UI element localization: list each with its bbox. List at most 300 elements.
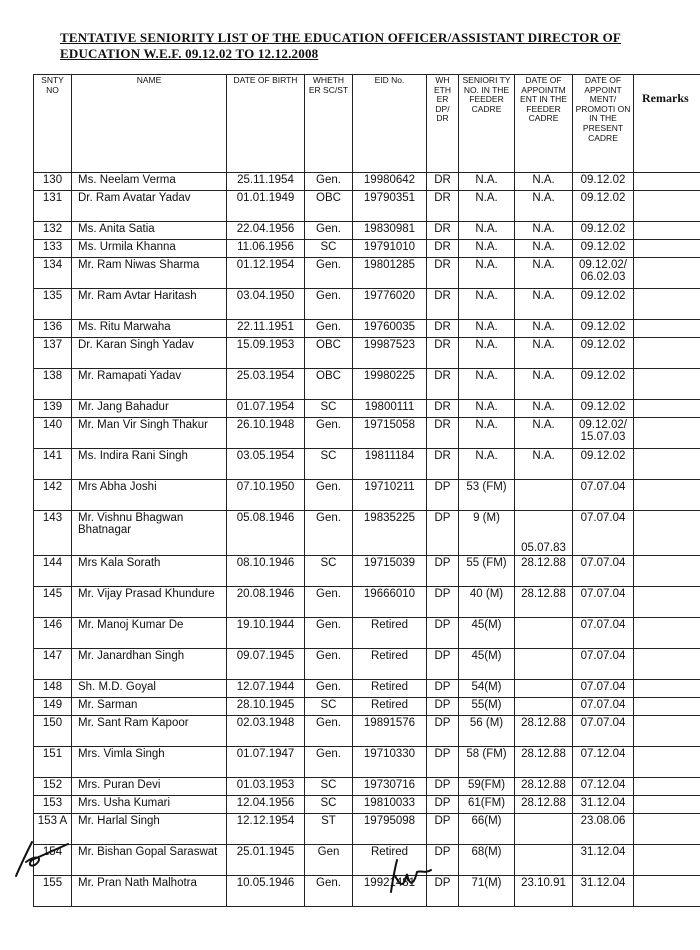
title-line-1: TENTATIVE SENIORITY LIST OF THE EDUCATION OFFICER/ASSISTANT DIRECTOR OF xyxy=(60,30,622,45)
cell-eid: Retired xyxy=(353,698,427,716)
table-row xyxy=(34,796,700,814)
cell-date-of-birth: 01.03.1953 xyxy=(227,778,305,796)
cell-snty-no: 140 xyxy=(34,418,72,449)
cell-dp-dr: DR xyxy=(427,418,459,449)
cell-feeder-appointment: 23.10.91 xyxy=(515,876,573,907)
cell-category: Gen. xyxy=(305,876,353,907)
cell-dp-dr: DP xyxy=(427,747,459,778)
table-row xyxy=(34,698,700,716)
cell-feeder-appointment xyxy=(515,480,573,511)
table-row xyxy=(34,814,700,845)
cell-name: Mr. Janardhan Singh xyxy=(72,649,227,680)
header-name: NAME xyxy=(72,75,227,173)
cell-feeder-appointment: N.A. xyxy=(515,418,573,449)
cell-snty-no: 150 xyxy=(34,716,72,747)
cell-category: Gen. xyxy=(305,747,353,778)
cell-name: Mrs. Usha Kumari xyxy=(72,796,227,814)
cell-category: Gen. xyxy=(305,289,353,320)
cell-name: Mr. Ram Niwas Sharma xyxy=(72,258,227,289)
table-row xyxy=(34,400,700,418)
cell-date-of-birth: 01.01.1949 xyxy=(227,191,305,222)
header-remarks: Remarks xyxy=(634,75,700,173)
header-dp-dr: WH ETH ER DP/ DR xyxy=(427,75,459,173)
cell-name: Mrs Kala Sorath xyxy=(72,556,227,587)
cell-eid: 19811184 xyxy=(353,449,427,480)
title-line-2: EDUCATION W.E.F. 09.12.02 TO 12.12.2008 xyxy=(60,46,319,61)
cell-eid: 19891576 xyxy=(353,716,427,747)
cell-present-appointment: 31.12.04 xyxy=(573,796,634,814)
cell-snty-no: 141 xyxy=(34,449,72,480)
cell-feeder-appointment: N.A. xyxy=(515,289,573,320)
cell-name: Mr. Vishnu Bhagwan Bhatnagar xyxy=(72,511,227,556)
cell-feeder-seniority: N.A. xyxy=(459,173,515,191)
cell-remarks xyxy=(634,191,700,222)
cell-present-appointment: 09.12.02 xyxy=(573,338,634,369)
cell-category: Gen. xyxy=(305,418,353,449)
cell-date-of-birth: 12.07.1944 xyxy=(227,680,305,698)
header-sc-st: WHETH ER SC/ST xyxy=(305,75,353,173)
cell-dp-dr: DR xyxy=(427,289,459,320)
cell-eid: 19801285 xyxy=(353,258,427,289)
table-row xyxy=(34,511,700,556)
table-row xyxy=(34,449,700,480)
cell-name: Mrs. Puran Devi xyxy=(72,778,227,796)
cell-category: OBC xyxy=(305,191,353,222)
cell-category: Gen. xyxy=(305,258,353,289)
cell-feeder-seniority: 55(M) xyxy=(459,698,515,716)
cell-dp-dr: DR xyxy=(427,240,459,258)
cell-eid: Retired xyxy=(353,618,427,649)
cell-snty-no: 135 xyxy=(34,289,72,320)
cell-category: Gen. xyxy=(305,480,353,511)
cell-feeder-appointment: N.A. xyxy=(515,400,573,418)
cell-snty-no: 131 xyxy=(34,191,72,222)
cell-feeder-appointment xyxy=(515,845,573,876)
table-row xyxy=(34,338,700,369)
table-row xyxy=(34,680,700,698)
cell-eid: 19830981 xyxy=(353,222,427,240)
table-row xyxy=(34,716,700,747)
cell-snty-no: 144 xyxy=(34,556,72,587)
cell-present-appointment: 31.12.04 xyxy=(573,876,634,907)
cell-feeder-appointment: 28.12.88 xyxy=(515,778,573,796)
table-row xyxy=(34,778,700,796)
table-row xyxy=(34,618,700,649)
table-row xyxy=(34,649,700,680)
cell-feeder-seniority: N.A. xyxy=(459,240,515,258)
cell-category: Gen. xyxy=(305,680,353,698)
cell-feeder-appointment xyxy=(515,649,573,680)
cell-eid: 19835225 xyxy=(353,511,427,556)
cell-remarks xyxy=(634,698,700,716)
cell-eid: 19795098 xyxy=(353,814,427,845)
cell-remarks xyxy=(634,680,700,698)
cell-category: Gen. xyxy=(305,587,353,618)
cell-date-of-birth: 26.10.1948 xyxy=(227,418,305,449)
cell-remarks xyxy=(634,258,700,289)
cell-eid: Retired xyxy=(353,845,427,876)
cell-dp-dr: DP xyxy=(427,716,459,747)
table-row xyxy=(34,556,700,587)
cell-date-of-birth: 07.10.1950 xyxy=(227,480,305,511)
cell-eid: 19791010 xyxy=(353,240,427,258)
table-row xyxy=(34,845,700,876)
cell-present-appointment: 09.12.02 xyxy=(573,173,634,191)
cell-feeder-appointment: N.A. xyxy=(515,222,573,240)
cell-snty-no: 149 xyxy=(34,698,72,716)
cell-name: Mr. Bishan Gopal Saraswat xyxy=(72,845,227,876)
cell-eid: 19790351 xyxy=(353,191,427,222)
cell-present-appointment: 07.07.04 xyxy=(573,680,634,698)
table-row xyxy=(34,480,700,511)
table-row xyxy=(34,191,700,222)
cell-category: Gen. xyxy=(305,222,353,240)
cell-eid: 19980225 xyxy=(353,369,427,400)
cell-dp-dr: DR xyxy=(427,369,459,400)
cell-name: Mr. Man Vir Singh Thakur xyxy=(72,418,227,449)
cell-date-of-birth: 02.03.1948 xyxy=(227,716,305,747)
cell-name: Ms. Ritu Marwaha xyxy=(72,320,227,338)
cell-snty-no: 155 xyxy=(34,876,72,907)
cell-name: Sh. M.D. Goyal xyxy=(72,680,227,698)
cell-remarks xyxy=(634,173,700,191)
cell-present-appointment: 07.07.04 xyxy=(573,511,634,556)
cell-feeder-seniority: 55 (FM) xyxy=(459,556,515,587)
table-row xyxy=(34,320,700,338)
cell-snty-no: 145 xyxy=(34,587,72,618)
cell-name: Ms. Neelam Verma xyxy=(72,173,227,191)
cell-date-of-birth: 01.12.1954 xyxy=(227,258,305,289)
cell-eid: 19980642 xyxy=(353,173,427,191)
cell-remarks xyxy=(634,320,700,338)
cell-feeder-seniority: 9 (M) xyxy=(459,511,515,556)
cell-category: OBC xyxy=(305,369,353,400)
cell-name: Mr. Pran Nath Malhotra xyxy=(72,876,227,907)
cell-snty-no: 153 xyxy=(34,796,72,814)
cell-feeder-appointment xyxy=(515,618,573,649)
header-eid: EID No. xyxy=(353,75,427,173)
cell-category: Gen xyxy=(305,845,353,876)
cell-eid: 19800111 xyxy=(353,400,427,418)
cell-feeder-seniority: 59(FM) xyxy=(459,778,515,796)
cell-remarks xyxy=(634,876,700,907)
cell-date-of-birth: 01.07.1947 xyxy=(227,747,305,778)
header-feeder-appointment: DATE OF APPOINTM ENT IN THE FEEDER CADRE xyxy=(515,75,573,173)
cell-present-appointment: 09.12.02 xyxy=(573,240,634,258)
cell-feeder-appointment: N.A. xyxy=(515,320,573,338)
cell-dp-dr: DP xyxy=(427,814,459,845)
cell-date-of-birth: 25.01.1945 xyxy=(227,845,305,876)
cell-dp-dr: DR xyxy=(427,338,459,369)
cell-remarks xyxy=(634,338,700,369)
cell-remarks xyxy=(634,222,700,240)
cell-snty-no: 139 xyxy=(34,400,72,418)
cell-feeder-seniority: 66(M) xyxy=(459,814,515,845)
cell-name: Mr. Manoj Kumar De xyxy=(72,618,227,649)
cell-category: Gen. xyxy=(305,716,353,747)
cell-date-of-birth: 12.12.1954 xyxy=(227,814,305,845)
cell-category: Gen. xyxy=(305,618,353,649)
cell-name: Mr. Jang Bahadur xyxy=(72,400,227,418)
cell-name: Mrs. Vimla Singh xyxy=(72,747,227,778)
cell-dp-dr: DR xyxy=(427,191,459,222)
cell-remarks xyxy=(634,587,700,618)
cell-date-of-birth: 28.10.1945 xyxy=(227,698,305,716)
cell-feeder-seniority: 53 (FM) xyxy=(459,480,515,511)
cell-name: Mr. Sant Ram Kapoor xyxy=(72,716,227,747)
table-header-row xyxy=(34,75,700,173)
cell-snty-no: 151 xyxy=(34,747,72,778)
cell-category: Gen. xyxy=(305,511,353,556)
cell-feeder-appointment: 28.12.88 xyxy=(515,796,573,814)
cell-present-appointment: 07.12.04 xyxy=(573,747,634,778)
cell-dp-dr: DR xyxy=(427,400,459,418)
cell-eid: 19715039 xyxy=(353,556,427,587)
cell-feeder-seniority: 40 (M) xyxy=(459,587,515,618)
cell-eid: Retired xyxy=(353,649,427,680)
cell-remarks xyxy=(634,418,700,449)
cell-feeder-seniority: N.A. xyxy=(459,258,515,289)
cell-eid: 19810033 xyxy=(353,796,427,814)
cell-snty-no: 148 xyxy=(34,680,72,698)
cell-snty-no: 136 xyxy=(34,320,72,338)
cell-remarks xyxy=(634,814,700,845)
cell-eid: 19987523 xyxy=(353,338,427,369)
table-row xyxy=(34,289,700,320)
header-feeder-seniority: SENIORI TY NO. IN THE FEEDER CADRE xyxy=(459,75,515,173)
cell-feeder-appointment: N.A. xyxy=(515,258,573,289)
cell-feeder-appointment: 05.07.83 xyxy=(515,511,573,556)
cell-remarks xyxy=(634,778,700,796)
cell-present-appointment: 07.07.04 xyxy=(573,649,634,680)
cell-category: ST xyxy=(305,814,353,845)
cell-dp-dr: DR xyxy=(427,173,459,191)
cell-date-of-birth: 10.05.1946 xyxy=(227,876,305,907)
cell-date-of-birth: 15.09.1953 xyxy=(227,338,305,369)
cell-date-of-birth: 03.04.1950 xyxy=(227,289,305,320)
cell-present-appointment: 23.08.06 xyxy=(573,814,634,845)
cell-eid: 19921481 xyxy=(353,876,427,907)
table-row xyxy=(34,222,700,240)
cell-present-appointment: 09.12.02 xyxy=(573,222,634,240)
cell-feeder-seniority: 71(M) xyxy=(459,876,515,907)
cell-feeder-appointment: N.A. xyxy=(515,191,573,222)
cell-feeder-appointment: N.A. xyxy=(515,449,573,480)
cell-feeder-appointment: 28.12.88 xyxy=(515,747,573,778)
cell-snty-no: 142 xyxy=(34,480,72,511)
table-row xyxy=(34,240,700,258)
cell-present-appointment: 09.12.02 xyxy=(573,191,634,222)
cell-present-appointment: 07.07.04 xyxy=(573,480,634,511)
cell-remarks xyxy=(634,649,700,680)
cell-date-of-birth: 05.08.1946 xyxy=(227,511,305,556)
cell-snty-no: 152 xyxy=(34,778,72,796)
cell-remarks xyxy=(634,240,700,258)
cell-dp-dr: DP xyxy=(427,618,459,649)
cell-category: SC xyxy=(305,698,353,716)
cell-category: SC xyxy=(305,796,353,814)
cell-present-appointment: 31.12.04 xyxy=(573,845,634,876)
cell-present-appointment: 09.12.02 xyxy=(573,449,634,480)
cell-feeder-seniority: N.A. xyxy=(459,191,515,222)
cell-dp-dr: DP xyxy=(427,796,459,814)
cell-feeder-seniority: 56 (M) xyxy=(459,716,515,747)
seniority-table xyxy=(33,74,700,907)
cell-dp-dr: DP xyxy=(427,480,459,511)
cell-category: Gen. xyxy=(305,320,353,338)
cell-feeder-appointment xyxy=(515,814,573,845)
cell-remarks xyxy=(634,511,700,556)
cell-snty-no: 130 xyxy=(34,173,72,191)
cell-name: Dr. Karan Singh Yadav xyxy=(72,338,227,369)
cell-date-of-birth: 09.07.1945 xyxy=(227,649,305,680)
cell-remarks xyxy=(634,289,700,320)
cell-snty-no: 154 xyxy=(34,845,72,876)
cell-dp-dr: DP xyxy=(427,698,459,716)
cell-category: SC xyxy=(305,556,353,587)
cell-date-of-birth: 01.07.1954 xyxy=(227,400,305,418)
cell-feeder-appointment: 28.12.88 xyxy=(515,587,573,618)
table-row xyxy=(34,747,700,778)
cell-name: Ms. Anita Satia xyxy=(72,222,227,240)
cell-dp-dr: DP xyxy=(427,649,459,680)
cell-eid: Retired xyxy=(353,680,427,698)
cell-present-appointment: 09.12.02 xyxy=(573,369,634,400)
cell-feeder-appointment: N.A. xyxy=(515,369,573,400)
cell-remarks xyxy=(634,716,700,747)
cell-dp-dr: DP xyxy=(427,587,459,618)
cell-feeder-seniority: 68(M) xyxy=(459,845,515,876)
cell-dp-dr: DP xyxy=(427,876,459,907)
cell-eid: 19715058 xyxy=(353,418,427,449)
cell-feeder-seniority: N.A. xyxy=(459,418,515,449)
cell-feeder-seniority: 45(M) xyxy=(459,649,515,680)
cell-snty-no: 153 A xyxy=(34,814,72,845)
cell-name: Mr. Vijay Prasad Khundure xyxy=(72,587,227,618)
cell-feeder-appointment xyxy=(515,698,573,716)
cell-date-of-birth: 22.11.1951 xyxy=(227,320,305,338)
cell-present-appointment: 07.07.04 xyxy=(573,698,634,716)
cell-category: OBC xyxy=(305,338,353,369)
cell-date-of-birth: 03.05.1954 xyxy=(227,449,305,480)
cell-feeder-seniority: 58 (FM) xyxy=(459,747,515,778)
header-present-appointment: DATE OF APPOINT MENT/ PROMOTI ON IN THE PRESENT CADRE xyxy=(573,75,634,173)
cell-feeder-seniority: N.A. xyxy=(459,338,515,369)
cell-dp-dr: DP xyxy=(427,680,459,698)
signature-left xyxy=(12,832,74,882)
cell-snty-no: 138 xyxy=(34,369,72,400)
cell-dp-dr: DP xyxy=(427,556,459,587)
cell-date-of-birth: 20.08.1946 xyxy=(227,587,305,618)
table-row xyxy=(34,418,700,449)
header-date-of-birth: DATE OF BIRTH xyxy=(227,75,305,173)
cell-feeder-seniority: N.A. xyxy=(459,369,515,400)
cell-remarks xyxy=(634,796,700,814)
cell-date-of-birth: 25.03.1954 xyxy=(227,369,305,400)
cell-dp-dr: DR xyxy=(427,258,459,289)
cell-feeder-seniority: N.A. xyxy=(459,449,515,480)
cell-present-appointment: 07.07.04 xyxy=(573,556,634,587)
cell-date-of-birth: 12.04.1956 xyxy=(227,796,305,814)
cell-category: SC xyxy=(305,778,353,796)
cell-name: Mr. Sarman xyxy=(72,698,227,716)
cell-category: Gen. xyxy=(305,173,353,191)
cell-remarks xyxy=(634,449,700,480)
cell-date-of-birth: 11.06.1956 xyxy=(227,240,305,258)
cell-category: SC xyxy=(305,240,353,258)
cell-eid: 19776020 xyxy=(353,289,427,320)
cell-feeder-seniority: N.A. xyxy=(459,222,515,240)
table-row xyxy=(34,876,700,907)
cell-name: Mr. Harlal Singh xyxy=(72,814,227,845)
cell-present-appointment: 07.07.04 xyxy=(573,716,634,747)
cell-present-appointment: 09.12.02/ 06.02.03 xyxy=(573,258,634,289)
cell-dp-dr: DR xyxy=(427,449,459,480)
cell-snty-no: 137 xyxy=(34,338,72,369)
cell-eid: 19730716 xyxy=(353,778,427,796)
cell-snty-no: 146 xyxy=(34,618,72,649)
cell-remarks xyxy=(634,845,700,876)
cell-snty-no: 133 xyxy=(34,240,72,258)
cell-name: Ms. Indira Rani Singh xyxy=(72,449,227,480)
cell-date-of-birth: 25.11.1954 xyxy=(227,173,305,191)
cell-present-appointment: 09.12.02 xyxy=(573,400,634,418)
header-snty-no: SNTY NO xyxy=(34,75,72,173)
cell-snty-no: 147 xyxy=(34,649,72,680)
document-title xyxy=(60,30,670,62)
cell-present-appointment: 07.07.04 xyxy=(573,618,634,649)
cell-feeder-appointment: 28.12.88 xyxy=(515,716,573,747)
cell-present-appointment: 07.07.04 xyxy=(573,587,634,618)
cell-dp-dr: DP xyxy=(427,511,459,556)
cell-category: SC xyxy=(305,449,353,480)
cell-feeder-seniority: 45(M) xyxy=(459,618,515,649)
cell-name: Mr. Ram Avtar Haritash xyxy=(72,289,227,320)
cell-category: SC xyxy=(305,400,353,418)
cell-name: Ms. Urmila Khanna xyxy=(72,240,227,258)
table-row xyxy=(34,587,700,618)
cell-eid: 19710211 xyxy=(353,480,427,511)
cell-present-appointment: 07.12.04 xyxy=(573,778,634,796)
cell-present-appointment: 09.12.02/ 15.07.03 xyxy=(573,418,634,449)
cell-remarks xyxy=(634,369,700,400)
cell-feeder-seniority: N.A. xyxy=(459,289,515,320)
cell-remarks xyxy=(634,400,700,418)
cell-date-of-birth: 19.10.1944 xyxy=(227,618,305,649)
table-row xyxy=(34,258,700,289)
cell-dp-dr: DP xyxy=(427,845,459,876)
cell-remarks xyxy=(634,556,700,587)
cell-remarks xyxy=(634,618,700,649)
cell-eid: 19710330 xyxy=(353,747,427,778)
cell-name: Mrs Abha Joshi xyxy=(72,480,227,511)
cell-feeder-seniority: 54(M) xyxy=(459,680,515,698)
cell-snty-no: 134 xyxy=(34,258,72,289)
cell-date-of-birth: 08.10.1946 xyxy=(227,556,305,587)
cell-feeder-appointment xyxy=(515,680,573,698)
cell-snty-no: 143 xyxy=(34,511,72,556)
cell-feeder-appointment: N.A. xyxy=(515,338,573,369)
cell-dp-dr: DR xyxy=(427,320,459,338)
table-row xyxy=(34,173,700,191)
cell-snty-no: 132 xyxy=(34,222,72,240)
cell-remarks xyxy=(634,747,700,778)
cell-feeder-appointment: N.A. xyxy=(515,173,573,191)
cell-eid: 19666010 xyxy=(353,587,427,618)
cell-eid: 19760035 xyxy=(353,320,427,338)
cell-category: Gen. xyxy=(305,649,353,680)
cell-feeder-seniority: N.A. xyxy=(459,320,515,338)
